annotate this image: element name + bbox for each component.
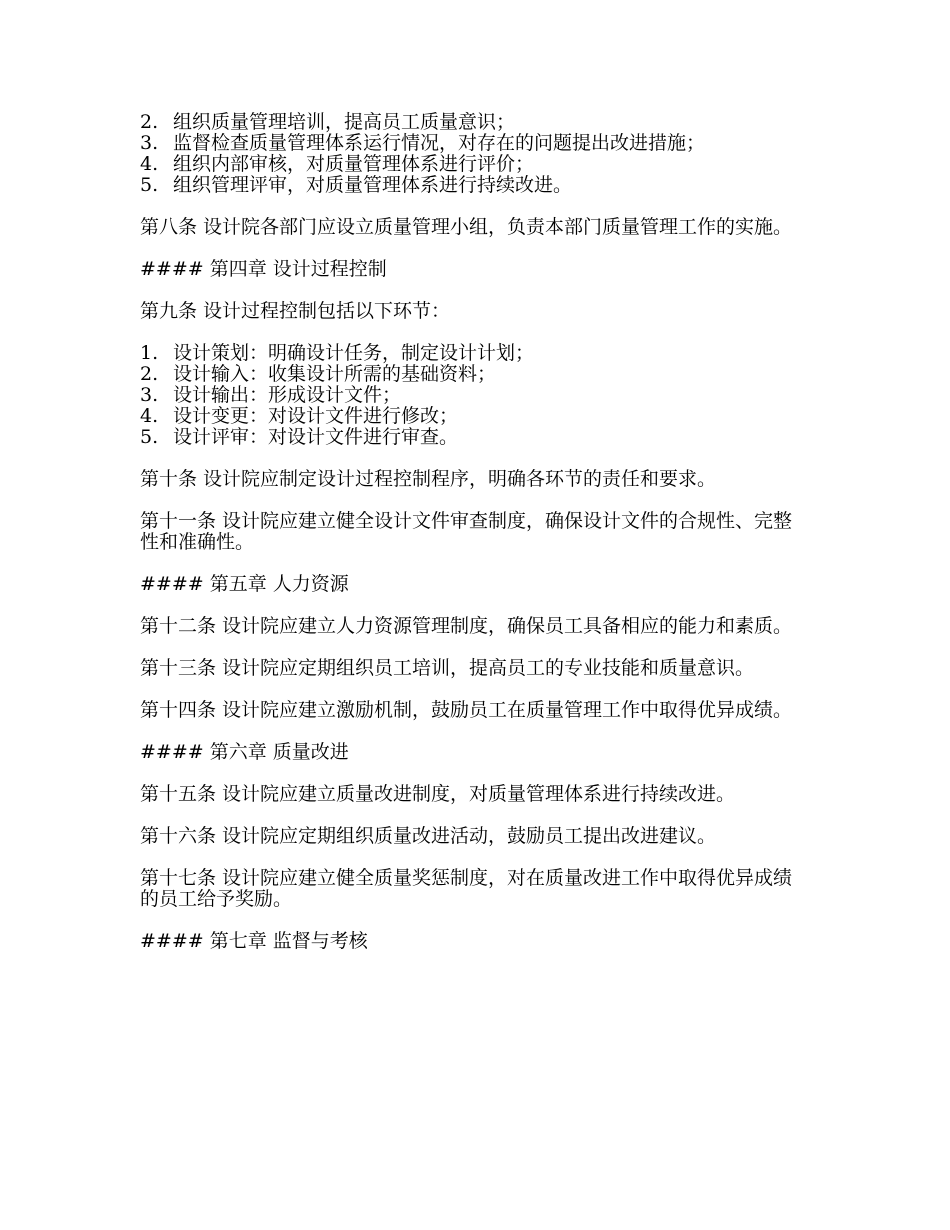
list-item <box>140 112 820 133</box>
list-item-number: 4. <box>140 153 159 175</box>
list-item <box>140 406 820 427</box>
article-13: 第十三条 设计院应定期组织员工培训，提高员工的专业技能和质量意识。 <box>140 657 755 679</box>
list-item-text: 设计变更：对设计文件进行修改； <box>173 405 459 427</box>
article-8: 第八条 设计院各部门应设立质量管理小组，负责本部门质量管理工作的实施。 <box>140 216 793 238</box>
list-item-text: 组织管理评审，对质量管理体系进行持续改进。 <box>173 174 573 196</box>
article-9: 第九条 设计过程控制包括以下环节： <box>140 300 451 322</box>
list-item-text: 设计评审：对设计文件进行审查。 <box>173 426 459 448</box>
list-item-number: 1. <box>140 342 159 364</box>
duties-list <box>140 112 820 196</box>
article-10: 第十条 设计院应制定设计过程控制程序，明确各环节的责任和要求。 <box>140 468 717 490</box>
list-item-text: 监督检查质量管理体系运行情况，对存在的问题提出改进措施； <box>173 132 706 154</box>
list-item <box>140 364 820 385</box>
chapter-6-heading: #### 第六章 质量改进 <box>140 741 349 763</box>
list-item-number: 3. <box>140 132 159 154</box>
article-17: 第十七条 设计院应建立健全质量奖惩制度，对在质量改进工作中取得优异成绩的员工给予奖励。 <box>140 867 793 910</box>
list-item-text: 组织质量管理培训，提高员工质量意识； <box>173 111 516 133</box>
list-item <box>140 133 820 154</box>
list-item-text: 设计输入：收集设计所需的基础资料； <box>173 363 497 385</box>
chapter-5-heading: #### 第五章 人力资源 <box>140 573 349 595</box>
document-page <box>140 112 820 973</box>
article-16: 第十六条 设计院应定期组织质量改进活动，鼓励员工提出改进建议。 <box>140 825 717 847</box>
article-12: 第十二条 设计院应建立人力资源管理制度，确保员工具备相应的能力和素质。 <box>140 615 793 637</box>
article-11: 第十一条 设计院应建立健全设计文件审查制度，确保设计文件的合规性、完整性和准确性。 <box>140 510 793 553</box>
list-item-number: 3. <box>140 384 159 406</box>
list-item-number: 4. <box>140 405 159 427</box>
list-item-number: 2. <box>140 363 159 385</box>
list-item <box>140 343 820 364</box>
chapter-4-heading: #### 第四章 设计过程控制 <box>140 258 387 280</box>
article-15: 第十五条 设计院应建立质量改进制度，对质量管理体系进行持续改进。 <box>140 783 736 805</box>
list-item-number: 5. <box>140 174 159 196</box>
list-item-text: 设计输出：形成设计文件； <box>173 384 402 406</box>
list-item-text: 设计策划：明确设计任务，制定设计计划； <box>173 342 535 364</box>
list-item <box>140 154 820 175</box>
list-item-text: 组织内部审核，对质量管理体系进行评价； <box>173 153 535 175</box>
list-item-number: 5. <box>140 426 159 448</box>
article-14: 第十四条 设计院应建立激励机制，鼓励员工在质量管理工作中取得优异成绩。 <box>140 699 793 721</box>
list-item <box>140 175 820 196</box>
chapter-7-heading: #### 第七章 监督与考核 <box>140 930 368 952</box>
list-item <box>140 427 820 448</box>
list-item <box>140 385 820 406</box>
design-process-list <box>140 343 820 448</box>
list-item-number: 2. <box>140 111 159 133</box>
